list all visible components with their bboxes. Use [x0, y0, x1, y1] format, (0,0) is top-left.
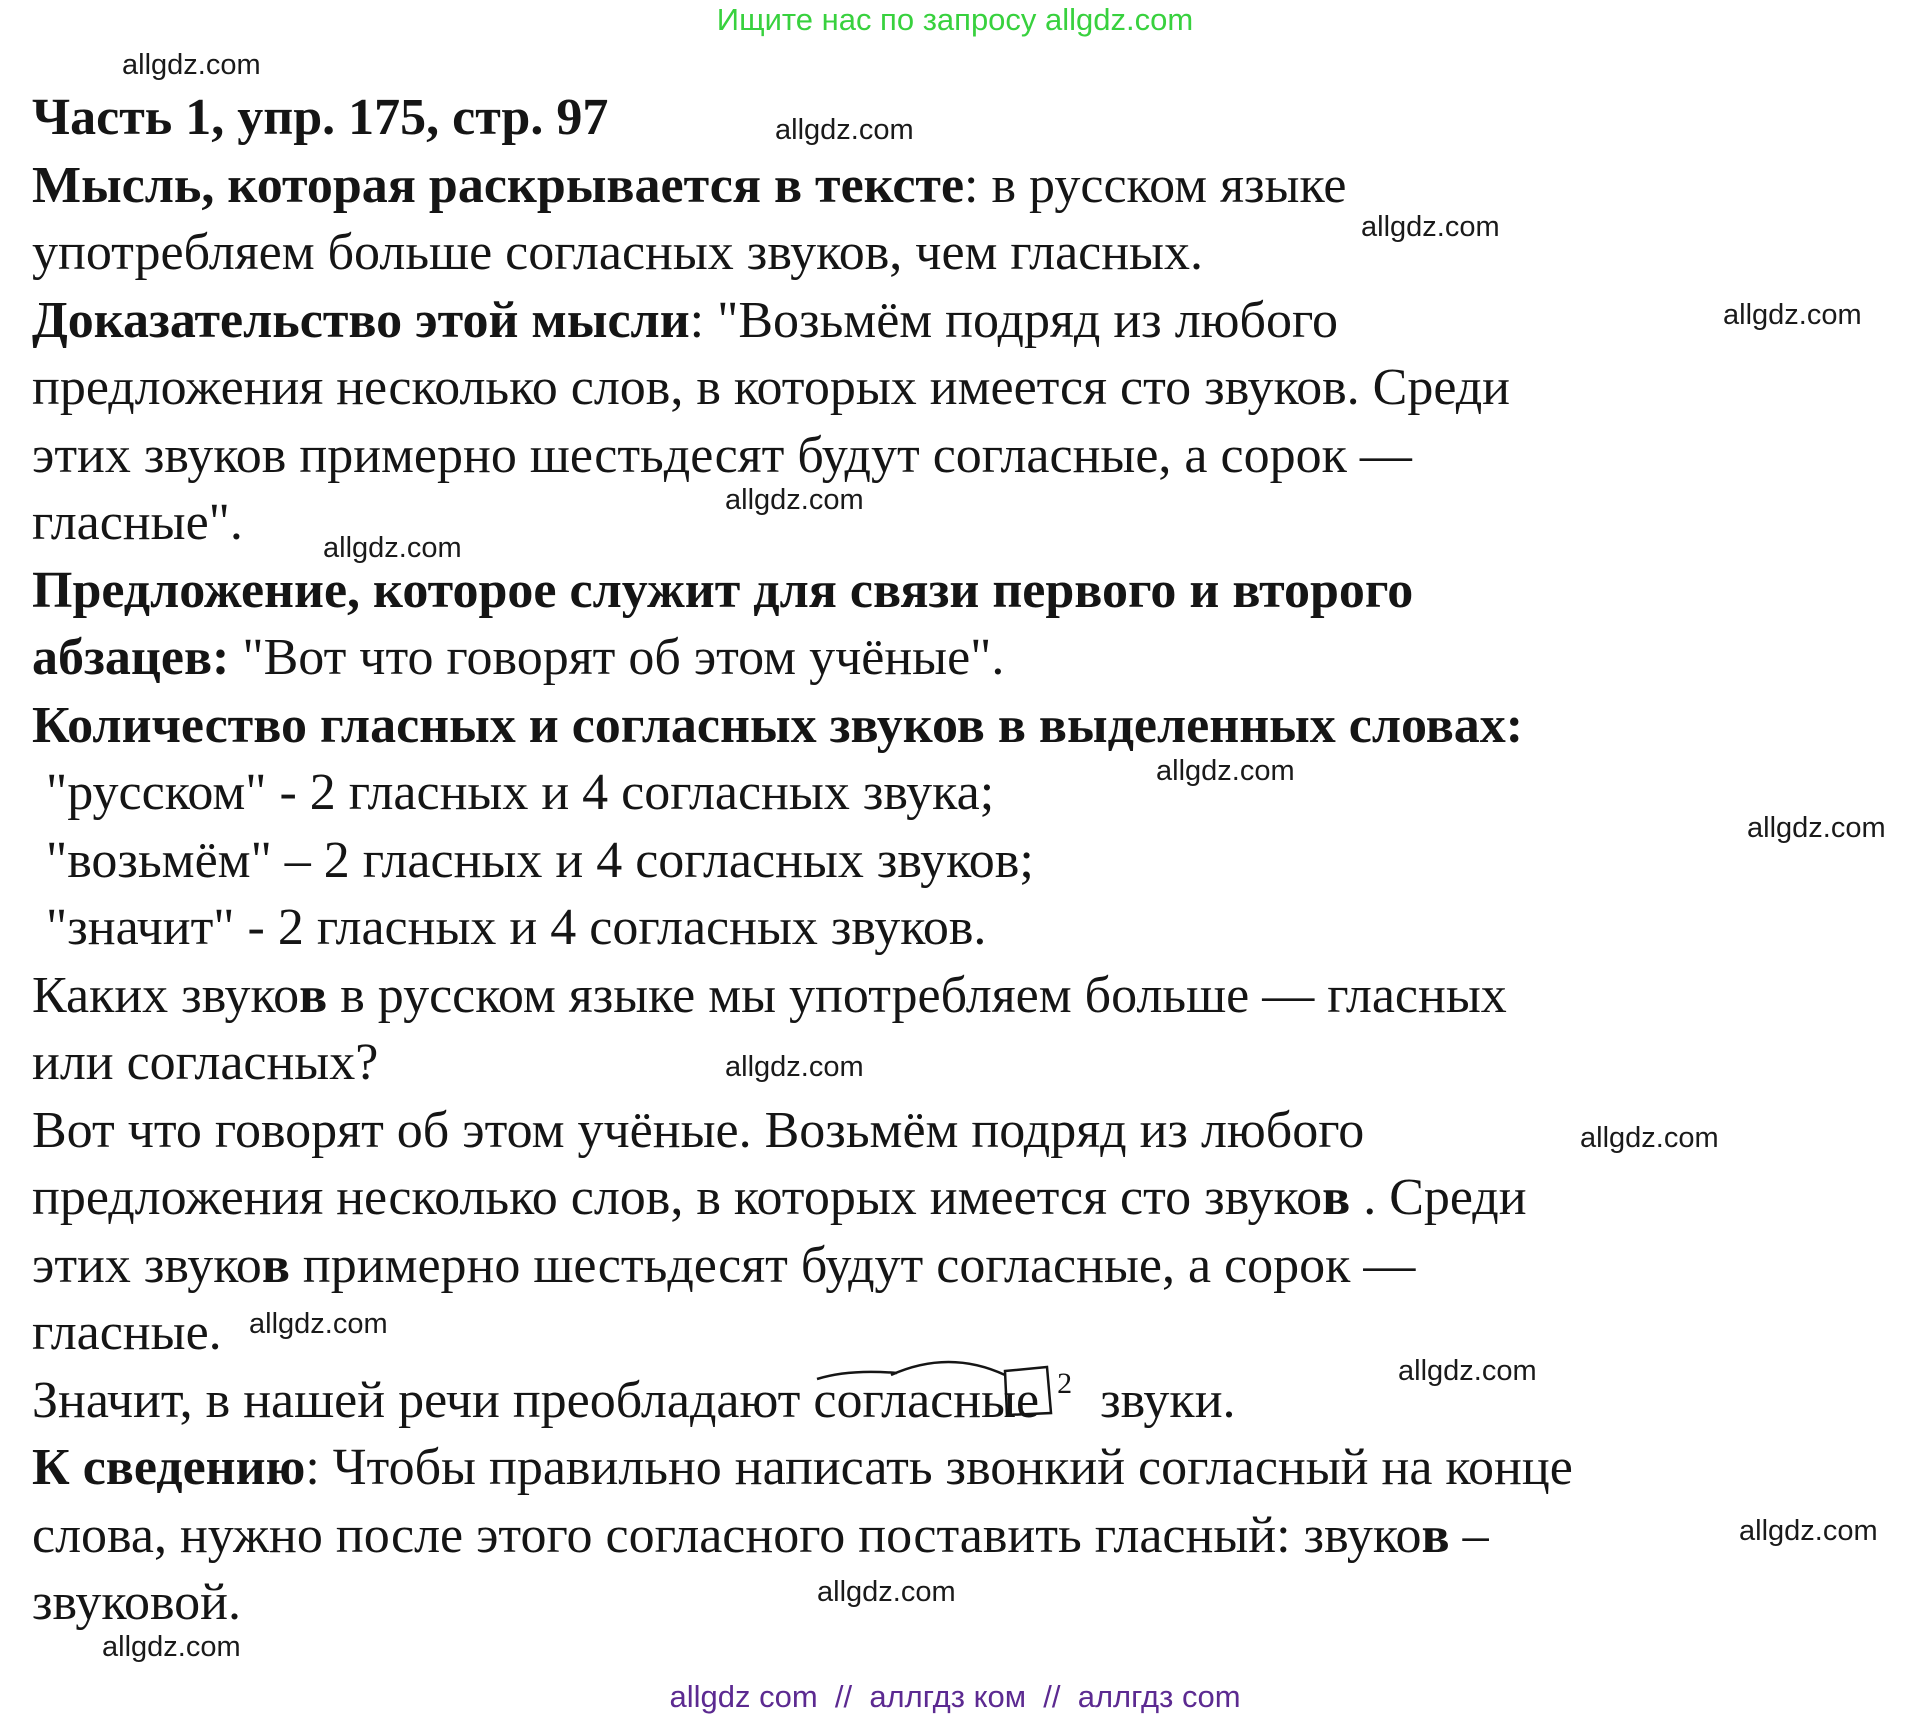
watermark: allgdz.com: [1723, 299, 1862, 331]
text-line: или согласных?: [32, 1034, 379, 1091]
text-line: гласные.: [32, 1304, 222, 1361]
watermark: allgdz.com: [323, 532, 462, 564]
thought-line-2: употребляем больше согласных звуков, чем гласных.: [32, 224, 1203, 281]
text-line: предложения несколько слов, в которых имеется сто звуков . Среди: [32, 1169, 1527, 1226]
conclusion-line: Значит, в нашей речи преобладают согласные $^2$ звуки.: [32, 1367, 1832, 1435]
proof-line-3: этих звуков примерно шестьдесят будут согласные, а сорок —: [32, 426, 1412, 484]
phoneme-count-superscript: 2: [1057, 1366, 1073, 1400]
watermark: allgdz.com: [1398, 1355, 1537, 1387]
watermark: allgdz.com: [817, 1576, 956, 1608]
watermark: allgdz.com: [249, 1308, 388, 1340]
text-line: этих звуков примерно шестьдесят будут согласные, а сорок —: [32, 1236, 1416, 1294]
morpheme-marked-word: согласные: [813, 1367, 1039, 1435]
proof-line-1: Доказательство этой мысли: "Возьмём подряд из любого: [32, 291, 1339, 349]
count-item: "русском" - 2 гласных и 4 согласных звука;: [46, 764, 995, 821]
thought-line-1: Мысль, которая раскрывается в тексте: в русском языке: [32, 156, 1347, 214]
watermark: allgdz.com: [1747, 812, 1886, 844]
link-line-2: абзацев: "Вот что говорят об этом учёные".: [32, 629, 1005, 686]
note-line-3: звуковой.: [32, 1574, 241, 1631]
proof-line-2: предложения несколько слов, в которых имеется сто звуков. Среди: [32, 359, 1511, 416]
proof-line-4: гласные".: [32, 494, 243, 551]
footer-links[interactable]: allgdz com // аллгдз ком // аллгдз com: [669, 1679, 1241, 1714]
count-label: Количество гласных и согласных звуков в выделенных словах:: [32, 696, 1524, 754]
thought-label: Мысль, которая раскрывается в тексте: [32, 156, 965, 214]
answer-content: [32, 84, 1832, 1637]
note-line-1: К сведению: Чтобы правильно написать звонкий согласный на конце: [32, 1439, 1573, 1496]
watermark: allgdz.com: [1156, 755, 1295, 787]
text-line: Каких звуков в русском языке мы употребляем больше — гласных: [32, 966, 1507, 1024]
watermark: allgdz.com: [122, 49, 261, 81]
count-item: "значит" - 2 гласных и 4 согласных звуков.: [46, 899, 987, 956]
watermark: allgdz.com: [725, 1051, 864, 1083]
watermark: allgdz.com: [1361, 211, 1500, 243]
watermark: allgdz.com: [1580, 1122, 1719, 1154]
text-line: Вот что говорят об этом учёные. Возьмём подряд из любого: [32, 1101, 1365, 1159]
watermark: allgdz.com: [102, 1631, 241, 1663]
note-line-2: слова, нужно после этого согласного поставить гласный: звуков –: [32, 1506, 1489, 1564]
note-label: К сведению: [32, 1439, 306, 1496]
watermark: allgdz.com: [775, 114, 914, 146]
link-label-line: Предложение, которое служит для связи первого и второго: [32, 561, 1414, 619]
count-item: "возьмём" – 2 гласных и 4 согласных звуков;: [46, 831, 1034, 889]
watermark: allgdz.com: [1739, 1515, 1878, 1547]
top-banner[interactable]: Ищите нас по запросу allgdz.com: [716, 2, 1194, 37]
watermark: allgdz.com: [725, 484, 864, 516]
proof-label: Доказательство этой мысли: [32, 291, 690, 349]
page-title: Часть 1, упр. 175, стр. 97: [32, 89, 609, 146]
